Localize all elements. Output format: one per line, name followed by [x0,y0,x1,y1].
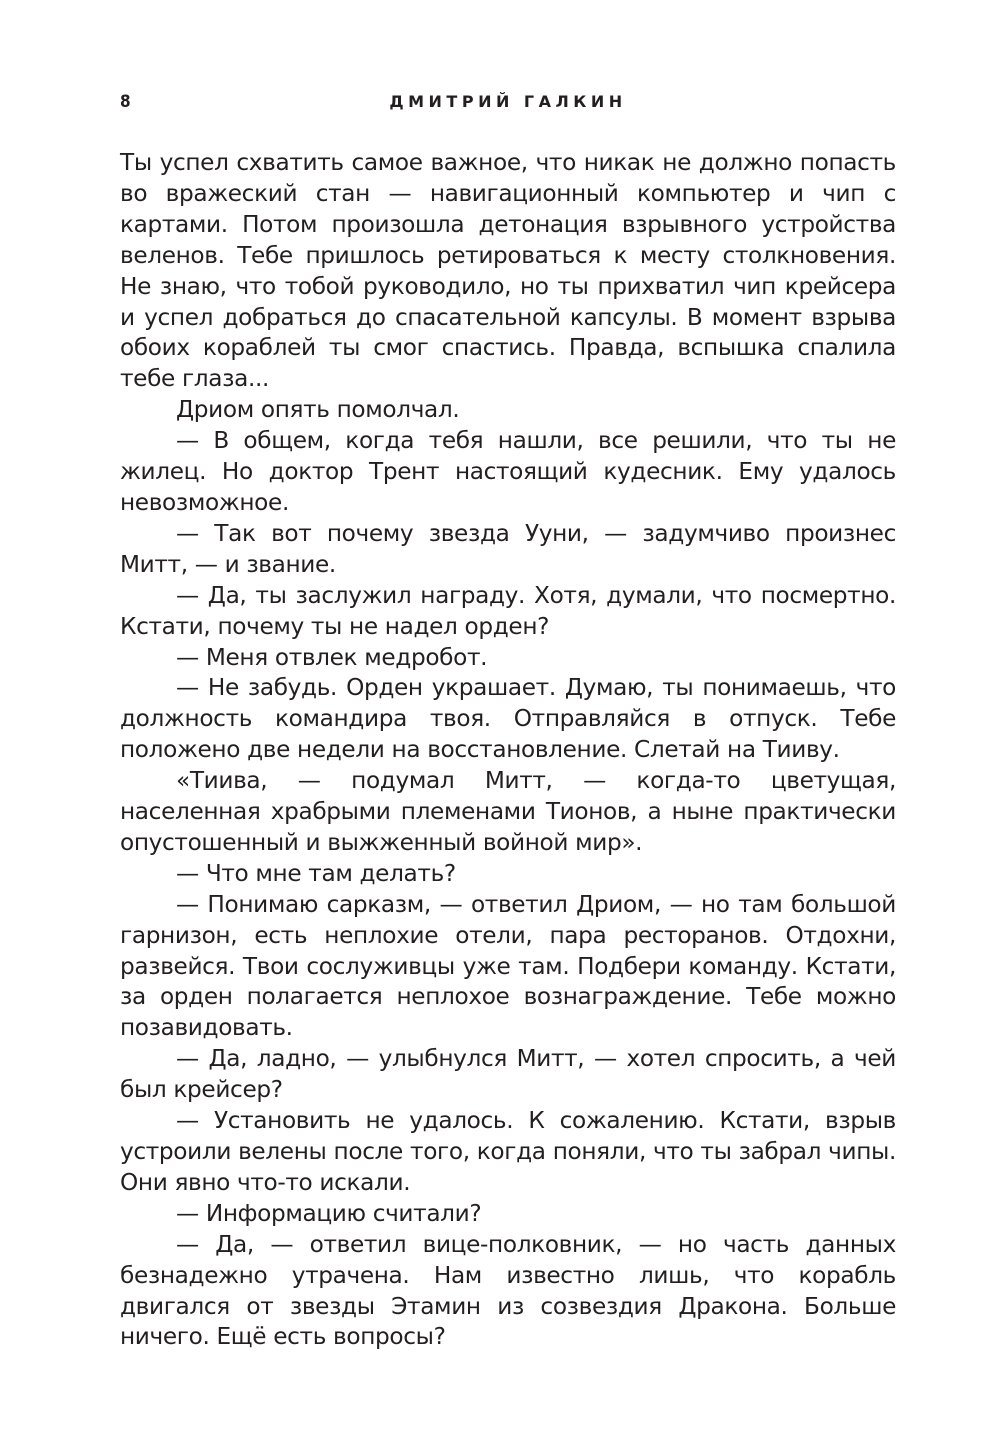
paragraph: — Да, ты заслужил награду. Хотя, думали, что посмертно. Кстати, почему ты не надел орден? [120,581,896,640]
paragraph: «Тиива, — подумал Митт, — когда-то цветущая, населенная храбрыми племенами Тионов, а ныне практически опустошенный и выжженный войной мир». [120,767,896,856]
running-header [120,92,896,118]
paragraph: Ты успел схватить самое важное, что никак не должно попасть во вражеский стан — навигационный компьютер и чип с картами. Потом произошла детонация взрывного устройства веленов. Тебе пришлось ретироваться к месту столкновения. Не знаю, что тобой руководило, но ты прихватил чип крейсера и успел добраться до спасательной капсулы. В момент взрыва обоих кораблей ты смог спастись. Правда, вспышка спалила тебе глаза... [120,149,896,393]
paragraph: — Да, — ответил вице-полковник, — но часть данных безнадежно утрачена. Нам известно лишь, что корабль двигался от звезды Этамин из созвездия Дракона. Больше ничего. Ещё есть вопросы? [120,1230,896,1351]
paragraph: — Понимаю сарказм, — ответил Дриом, — но там большой гарнизон, есть неплохие отели, пара ресторанов. Отдохни, развейся. Твои сослуживцы уже там. Подбери команду. Кстати, за орден полагается неплохое вознаграждение. Тебе можно позавидовать. [120,890,896,1042]
body-text [120,148,896,1353]
paragraph: — Информацию считали? [176,1199,482,1227]
paragraph: — Да, ладно, — улыбнулся Митт, — хотел спросить, а чей был крейсер? [120,1045,896,1104]
page-number: 8 [120,92,132,112]
author-name: ДМИТРИЙ ГАЛКИН [389,92,627,111]
paragraph: — Установить не удалось. К сожалению. Кстати, взрыв устроили велены после того, когда поняли, что ты забрал чипы. Они явно что-то искали. [120,1107,896,1196]
paragraph: — Меня отвлек медробот. [176,643,488,671]
paragraph: — Что мне там делать? [176,859,456,887]
paragraph: — Не забудь. Орден украшает. Думаю, ты понимаешь, что должность командира твоя. Отправляйся в отпуск. Тебе положено две недели на восстановление. Слетай на Тииву. [120,674,896,764]
paragraph: Дриом опять помолчал. [176,396,460,424]
paragraph: — Так вот почему звезда Ууни, — задумчиво произнес Митт, — и звание. [120,519,896,578]
paragraph: — В общем, когда тебя нашли, все решили, что ты не жилец. Но доктор Трент настоящий кудесник. Ему удалось невозможное. [120,427,896,516]
